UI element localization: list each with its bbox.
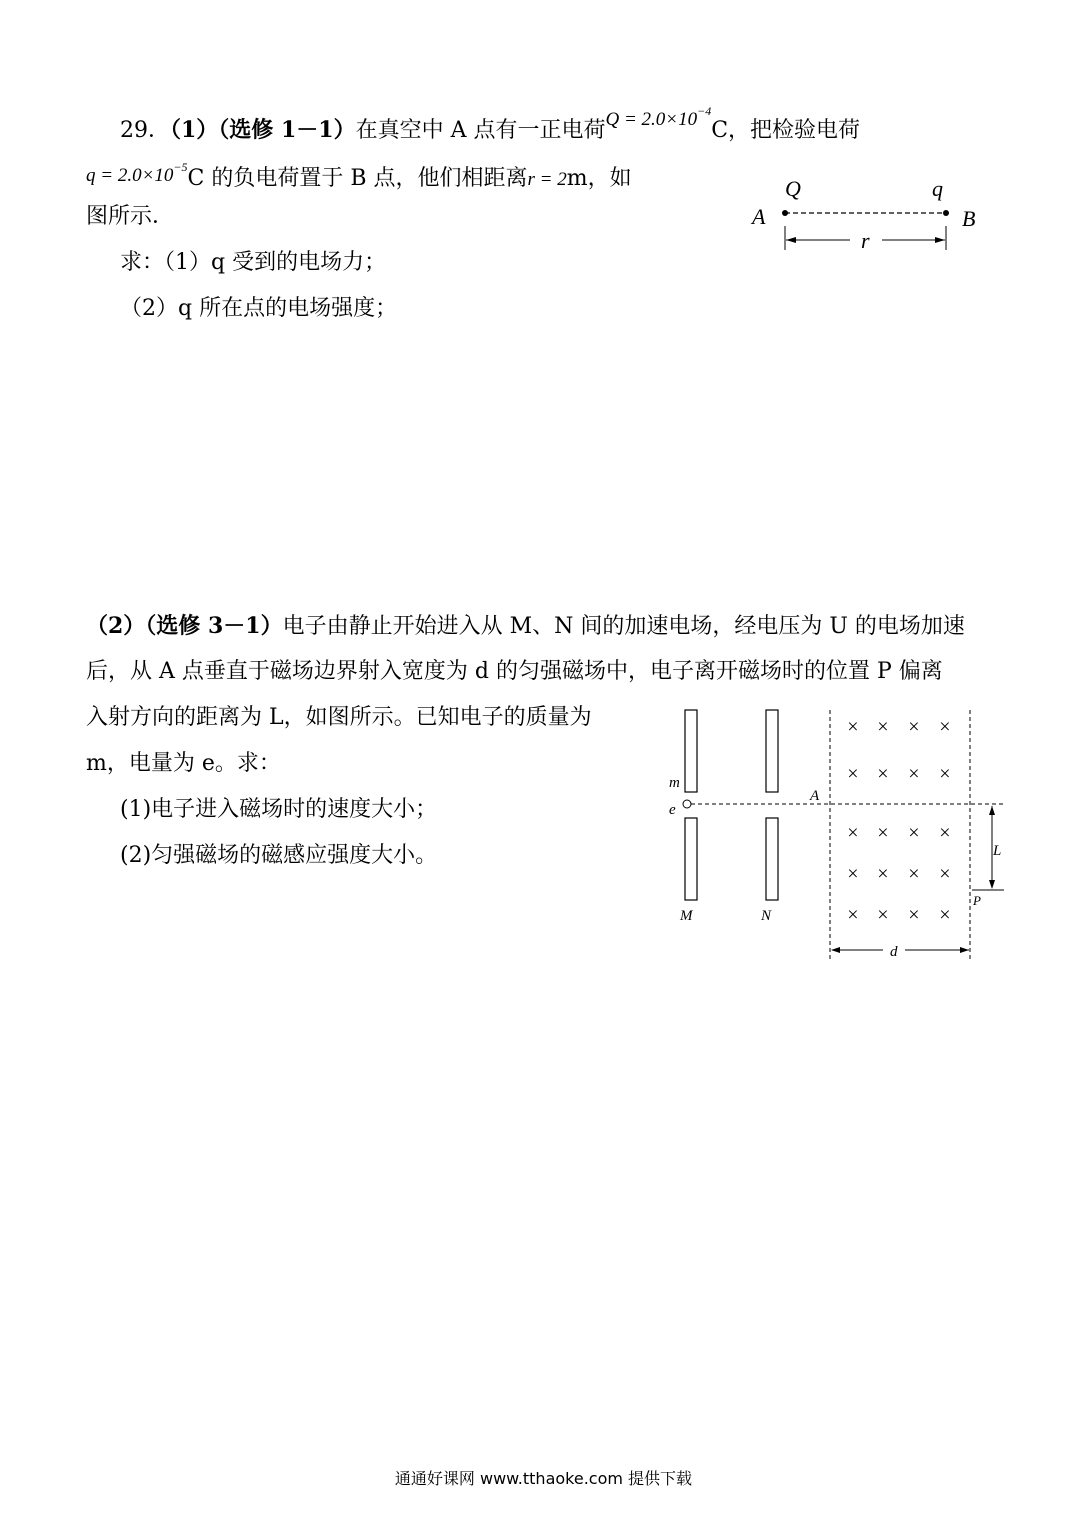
r-formula: r = 2 (527, 169, 567, 190)
label-r: r (861, 228, 870, 253)
q29-ask2: （2）q 所在点的电场强度； (120, 296, 398, 321)
q29-line2-text-b: m，如 (566, 166, 632, 191)
part1-label: （1）（选修 1－1） (170, 117, 356, 143)
q29-line1 (120, 104, 861, 147)
label-e: e (669, 802, 676, 818)
charge-diagram (740, 170, 1000, 260)
cross: × (907, 822, 921, 844)
label-B: B (962, 206, 976, 231)
label-P: P (973, 893, 981, 908)
q29-line2-text: C 的负电荷置于 B 点，他们相距离 (187, 166, 528, 191)
q29-ask1: 求：（1）q 受到的电场力； (120, 250, 387, 275)
label-A: A (752, 204, 766, 229)
L-arrow-top (989, 806, 995, 815)
d-arrow-right (960, 947, 969, 953)
L-arrow-bottom (989, 880, 995, 889)
cross: × (876, 863, 890, 885)
p2-line1-text: 电子由静止开始进入从 M、N 间的加速电场，经电压为 U 的电场加速 (282, 614, 965, 639)
cross: × (938, 716, 952, 738)
cross: × (907, 763, 921, 785)
label-L: L (993, 843, 1002, 859)
cross: × (876, 904, 890, 926)
plate-M-top (685, 710, 697, 792)
cross: × (938, 863, 952, 885)
label-Q: Q (785, 176, 801, 201)
plate-M-bottom (685, 818, 697, 900)
label-N: N (761, 908, 772, 924)
q29-line2 (86, 156, 632, 195)
Q-formula: $Q = 2.0\times 10^{-4}$ (605, 104, 712, 130)
label-m: m (669, 775, 680, 791)
p2-line3: 入射方向的距离为 L，如图所示。已知电子的质量为 (86, 705, 592, 730)
magnetic-field-diagram (660, 700, 1040, 970)
p2-q2: (2)匀强磁场的磁感应强度大小。 (120, 843, 438, 868)
p2-line4: m，电量为 e。求： (86, 751, 281, 776)
d-arrow-left (831, 947, 840, 953)
label-A2: A (810, 788, 820, 804)
arrowhead-left (786, 237, 796, 243)
q29-line3: 图所示． (86, 204, 175, 229)
cross: × (876, 716, 890, 738)
plate-N-top (766, 710, 778, 792)
cross: × (846, 716, 860, 738)
cross: × (907, 904, 921, 926)
q29-line1-text: 在真空中 A 点有一正电荷 (355, 118, 606, 143)
field-crosses (846, 716, 952, 926)
cross: × (876, 822, 890, 844)
cross: × (846, 904, 860, 926)
cross: × (907, 863, 921, 885)
p2-line1 (86, 611, 965, 642)
electron (683, 800, 691, 808)
label-d: d (890, 944, 898, 960)
cross: × (846, 822, 860, 844)
cross: × (938, 822, 952, 844)
question-number: 29． (120, 118, 170, 143)
p2-q1: (1)电子进入磁场时的速度大小； (120, 797, 438, 822)
page-footer: 通通好课网 www.tthaoke.com 提供下载 (394, 1469, 693, 1488)
label-q: q (932, 176, 943, 201)
cross: × (938, 763, 952, 785)
arrowhead-right (935, 237, 945, 243)
cross: × (876, 763, 890, 785)
plate-N-bottom (766, 818, 778, 900)
label-M: M (680, 908, 693, 924)
q29-line1-text-b: C，把检验电荷 (711, 118, 861, 143)
cross: × (846, 763, 860, 785)
part2-label: （2）（选修 3－1） (86, 613, 283, 639)
q-formula: $q = 2.0\times 10^{-5}$ (86, 160, 188, 186)
p2-line2: 后，从 A 点垂直于磁场边界射入宽度为 d 的匀强磁场中，电子离开磁场时的位置 P 偏离 (86, 659, 943, 684)
cross: × (907, 716, 921, 738)
cross: × (846, 863, 860, 885)
cross: × (938, 904, 952, 926)
